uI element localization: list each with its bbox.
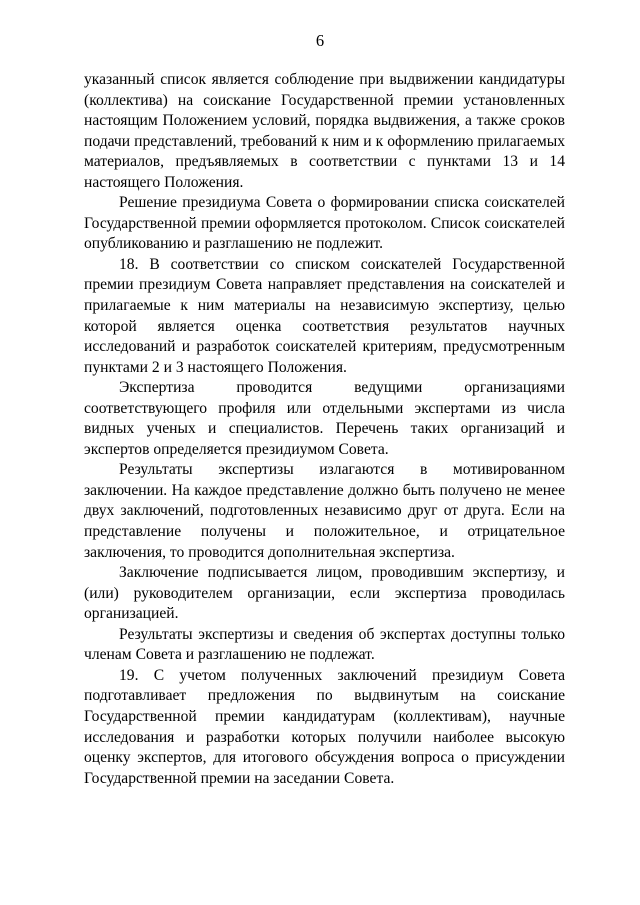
paragraph-item-18: 18. В соответствии со списком соискателей Государственной премии президиум Совета направляет представления на соискателей и прилагаемые к ним материалы на независимую экспертизу, целью которой является оценка соответствия результатов научных исследований и разработок соискателей критериям, предусмотренным пунктами 2 и 3 настоящего Положения. (84, 255, 565, 376)
document-body (84, 70, 565, 789)
paragraph-expertise-results: Результаты экспертизы излагаются в мотивированном заключении. На каждое представление должно быть получено не менее двух заключений, подготовленных независимо друг от друга. Если на представление получены и положительное, и отрицательное заключения, то проводится дополнительная экспертиза. (84, 461, 565, 561)
paragraph-conclusion-signature: Заключение подписывается лицом, проводившим экспертизу, и (или) руководителем организации, если экспертиза проводилась организацией. (84, 564, 565, 623)
paragraph-presidium-decision: Решение президиума Совета о формировании списка соискателей Государственной премии оформляется протоколом. Список соискателей опубликованию и разглашению не подлежит. (84, 194, 565, 253)
page-number: 6 (315, 31, 325, 50)
paragraph-eligibility-conditions: указанный список является соблюдение при выдвижении кандидатуры (коллектива) на соискание Государственной премии установленных настоящим Положением условий, порядка выдвижения, а также сроков подачи представлений, требований к ним и к оформлению прилагаемых материалов, предъявляемых в соответствии с пунктами 13 и 14 настоящего Положения. (84, 71, 565, 191)
paragraph-confidentiality: Результаты экспертизы и сведения об экспертах доступны только членам Совета и разглашению не подлежат. (84, 625, 565, 664)
paragraph-expertise-conducted: Экспертиза проводится ведущими организациями соответствующего профиля или отдельными экспертами из числа видных ученых и специалистов. Перечень таких организаций и экспертов определяется президиумом Совета. (84, 379, 565, 458)
paragraph-item-19: 19. С учетом полученных заключений президиум Совета подготавливает предложения по выдвинутым на соискание Государственной премии кандидатурам (коллективам), научные исследования и разработки которых получили наиболее высокую оценку экспертов, для итогового обсуждения вопроса о присуждении Государственной премии на заседании Совета. (84, 666, 565, 787)
